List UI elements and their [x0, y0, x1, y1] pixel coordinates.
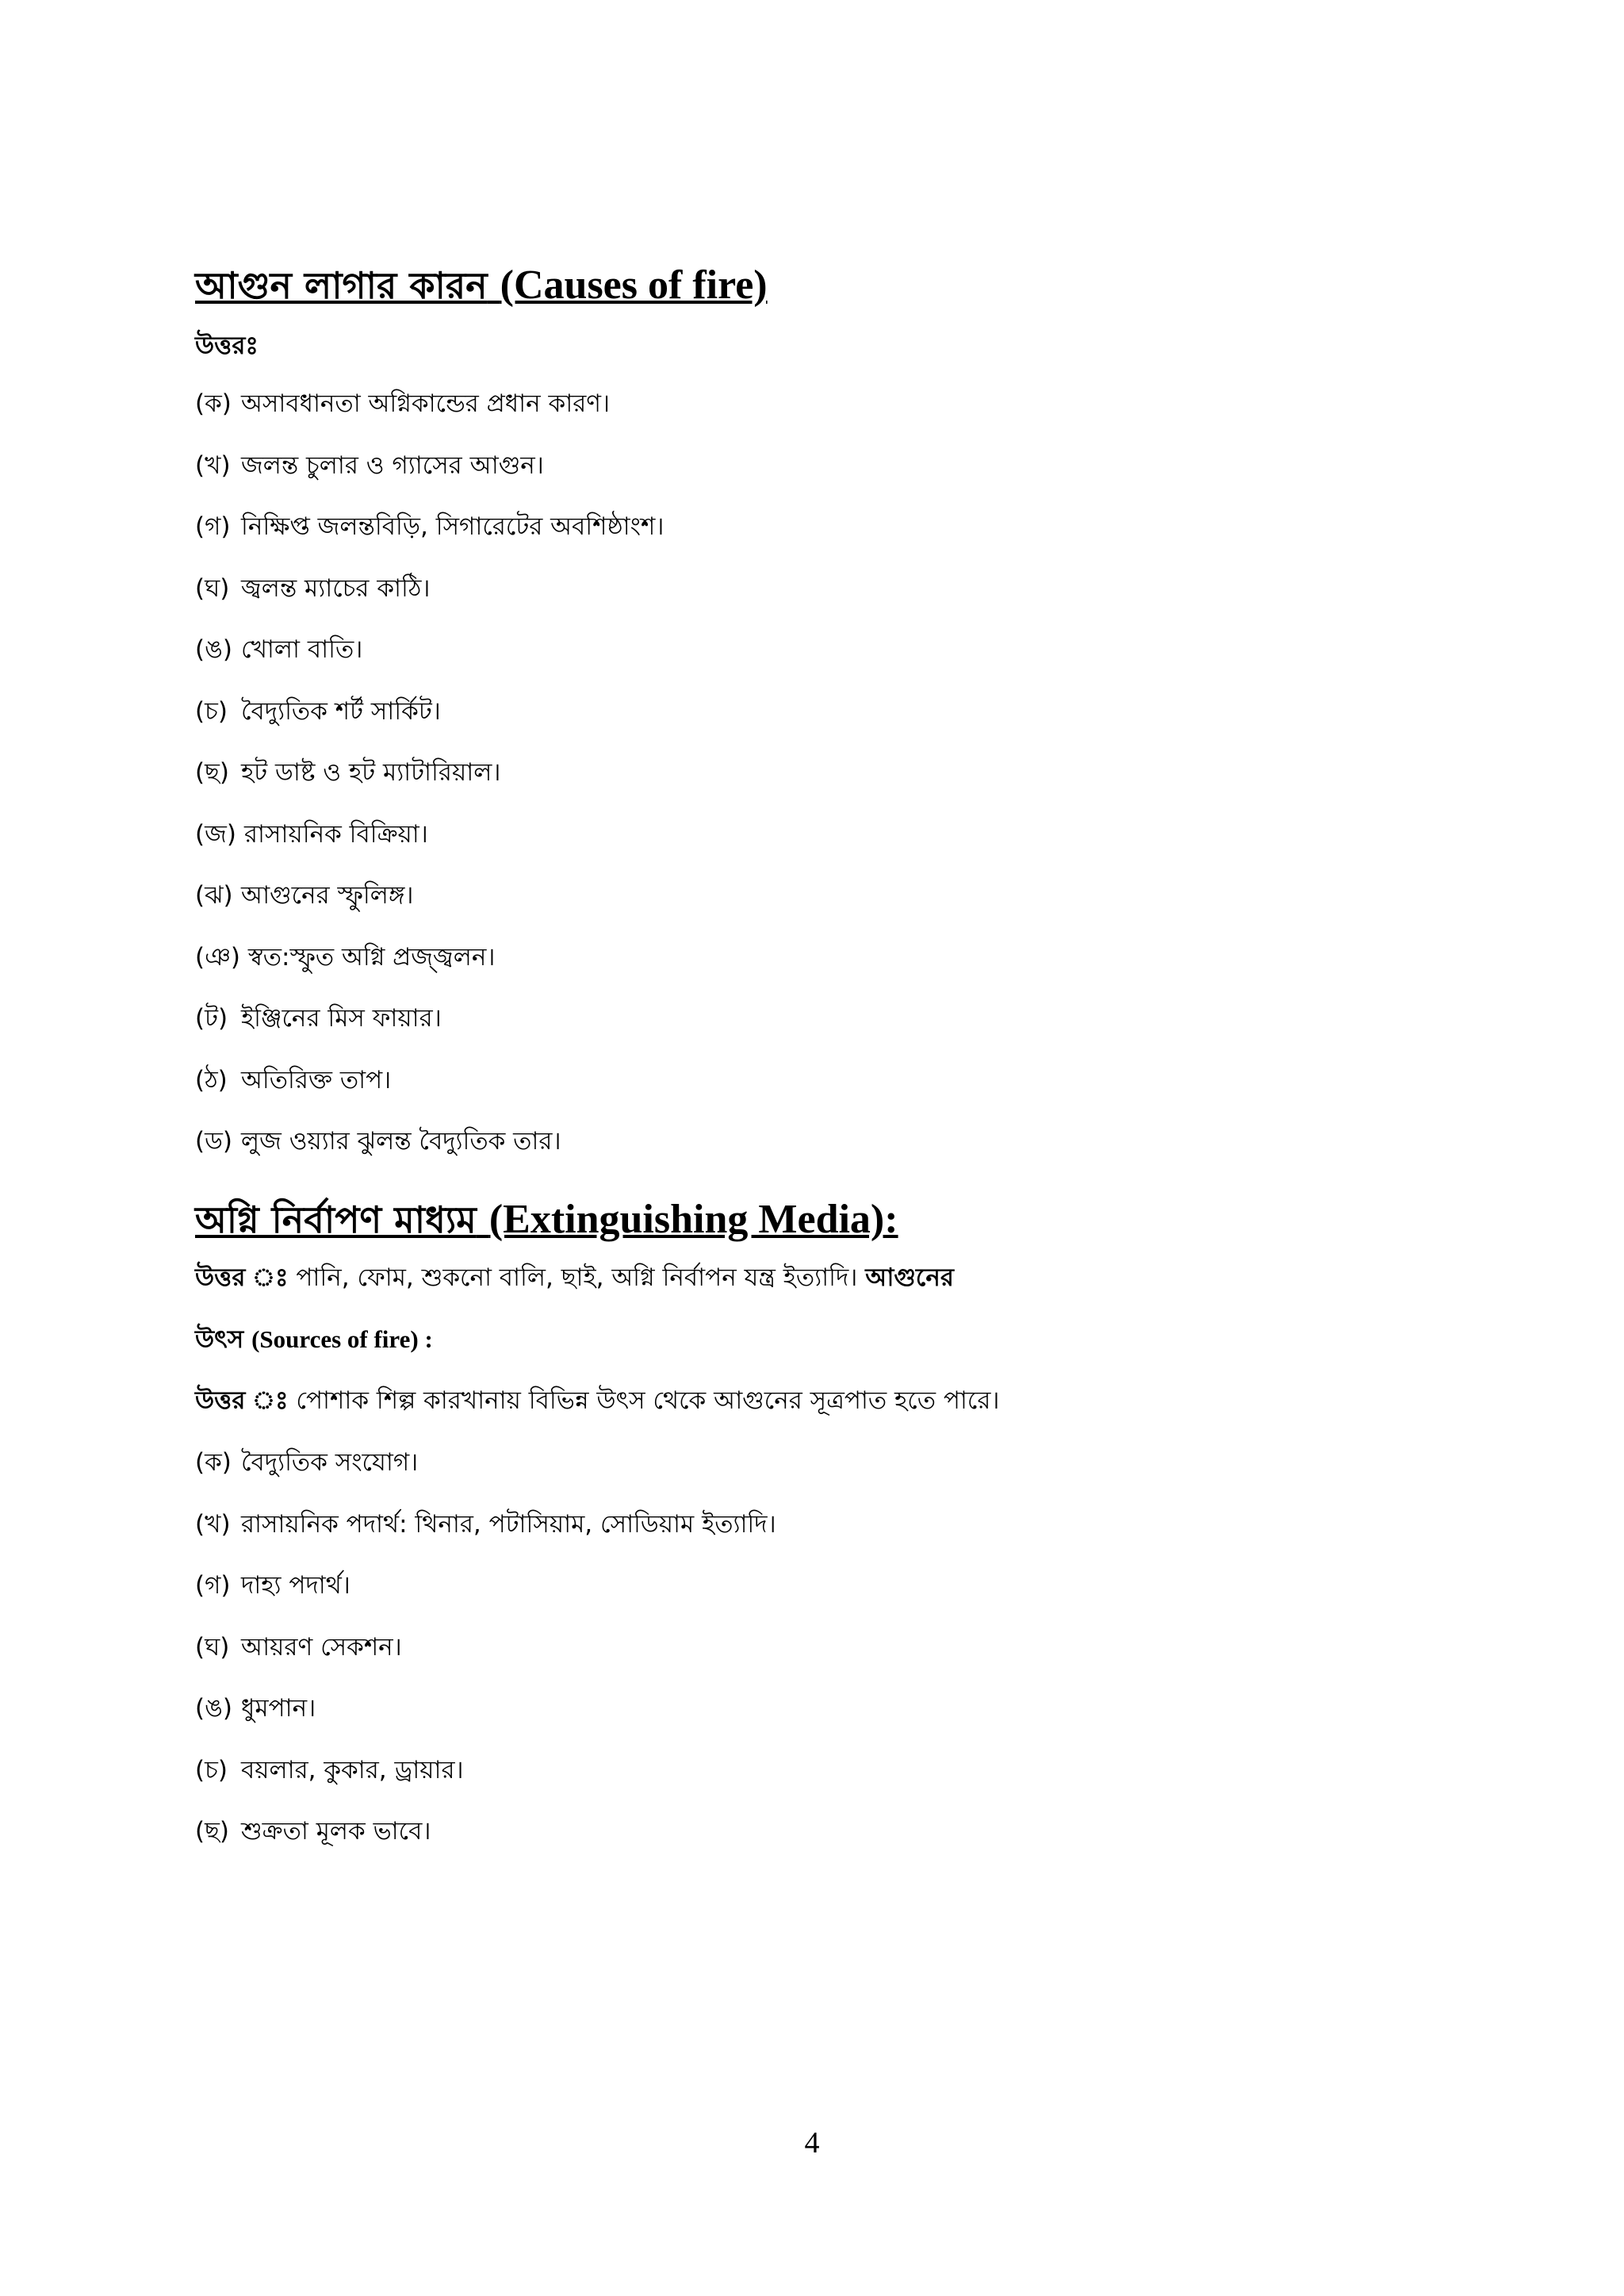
list-item-text: লুজ ওয়্যার ঝুলন্ত বৈদ্যুতিক তার। — [241, 1127, 561, 1156]
list-item-text: অসাবধানতা অগ্নিকান্ডের প্রধান কারণ। — [241, 389, 611, 418]
list-item-text: নিক্ষিপ্ত জলন্তবিড়ি, সিগারেটের অবশিষ্ঠাংশ। — [241, 512, 665, 541]
sources-heading-en: (Sources of fire) : — [251, 1325, 433, 1353]
list-item-text: আগুনের স্ফুলিঙ্গ। — [241, 881, 414, 910]
list-item-marker: (ক) — [195, 1448, 232, 1477]
list-item — [195, 879, 414, 912]
list-item — [195, 1125, 561, 1158]
list-item-marker: (ঘ) — [195, 573, 230, 603]
list-item-text: শুক্রতা মূলক ভাবে। — [241, 1817, 431, 1846]
list-item — [195, 1815, 431, 1848]
list-item-marker: (ক) — [195, 389, 232, 418]
list-item-text: আয়রণ সেকশন। — [241, 1632, 402, 1662]
list-item-text: বৈদ্যুতিক সংযোগ। — [241, 1448, 419, 1477]
list-item-marker: (ঙ) — [195, 1694, 232, 1723]
list-item-marker: (চ) — [195, 1755, 228, 1784]
list-item — [195, 387, 610, 420]
sources-answer-label: উত্তর ঃ — [195, 1386, 289, 1415]
list-item-marker: (গ) — [195, 512, 231, 541]
list-item — [195, 1631, 402, 1664]
list-item-marker: (ড) — [195, 1127, 233, 1156]
sources-heading — [195, 1323, 433, 1356]
causes-heading-en: (Causes of fire) — [500, 263, 768, 308]
page-number: 4 — [804, 2126, 820, 2160]
list-item-text: রাসায়নিক পদার্থ: থিনার, পটাসিয়াম, সোডিয়াম ইত্যাদি। — [241, 1509, 776, 1539]
list-item — [195, 695, 441, 728]
list-item — [195, 941, 495, 974]
sources-answer-text: পোশাক শিল্প কারখানায় বিভিন্ন উৎস থেকে আগুনের সূত্রপাত হতে পারে। — [296, 1386, 1000, 1415]
list-item — [195, 1064, 391, 1097]
list-item-marker: (খ) — [195, 450, 231, 480]
list-item-text: রাসায়নিক বিক্রিয়া। — [243, 819, 428, 849]
list-item — [195, 1754, 464, 1787]
list-item — [195, 1692, 316, 1725]
list-item-text: হট ডাষ্ট ও হট ম্যাটারিয়াল। — [241, 758, 501, 787]
list-item-text: অতিরিক্ত তাপ। — [241, 1065, 392, 1094]
list-item — [195, 633, 362, 666]
list-item-marker: (ঞ) — [195, 942, 240, 972]
media-answer — [195, 1261, 954, 1294]
list-item-marker: (চ) — [195, 696, 228, 726]
list-item — [195, 1446, 418, 1479]
media-trailing-word: আগুনের — [865, 1263, 954, 1292]
list-item-marker: (খ) — [195, 1509, 231, 1539]
list-item-text: জ্বলন্ত ম্যাচের কাঠি। — [241, 573, 431, 603]
list-item-marker: (ঠ) — [195, 1065, 228, 1094]
causes-answer-label: উত্তরঃ — [195, 332, 259, 360]
list-item — [195, 756, 500, 789]
media-answer-text: পানি, ফোম, শুকনো বালি, ছাই, অগ্নি নির্বাপন যন্ত্র ইত্যাদি। — [296, 1263, 858, 1292]
list-item-marker: (ছ) — [195, 1817, 229, 1846]
causes-heading-bn: আগুন লাগার কারন — [195, 264, 488, 307]
list-item — [195, 510, 664, 543]
sources-answer — [195, 1384, 999, 1417]
list-item — [195, 818, 428, 851]
media-heading — [195, 1196, 898, 1244]
media-answer-label: উত্তর ঃ — [195, 1263, 289, 1292]
media-heading-en: (Extinguishing Media): — [488, 1197, 898, 1242]
list-item-marker: (ঘ) — [195, 1632, 230, 1662]
list-item-marker: (ছ) — [195, 758, 229, 787]
list-item-text: ধুমপান। — [241, 1694, 316, 1723]
list-item-text: ইঞ্জিনের মিস ফায়ার। — [241, 1004, 442, 1033]
media-heading-bn: অগ্নি নির্বাপণ মাধ্যম — [195, 1198, 477, 1241]
list-item — [195, 1002, 442, 1035]
list-item — [195, 572, 431, 605]
list-item-text: খোলা বাতি। — [241, 635, 363, 664]
list-item — [195, 1508, 776, 1541]
list-item-text: স্বত:স্ফুত অগ্নি প্রজ্জ্বলন। — [247, 942, 496, 972]
list-item-marker: (গ) — [195, 1571, 231, 1600]
list-item — [195, 449, 544, 482]
list-item — [195, 1569, 350, 1602]
list-item-marker: (ট) — [195, 1004, 228, 1033]
list-item-marker: (ঙ) — [195, 635, 232, 664]
list-item-text: জলন্ত চুলার ও গ্যাসের আগুন। — [241, 450, 544, 480]
list-item-text: বয়লার, কুকার, ড্রায়ার। — [241, 1755, 464, 1784]
causes-heading — [195, 262, 768, 309]
sources-heading-bn: উৎস — [195, 1325, 244, 1354]
list-item-text: দাহ্য পদার্থ। — [241, 1571, 350, 1600]
list-item-marker: (জ) — [195, 819, 236, 849]
list-item-marker: (ঝ) — [195, 881, 233, 910]
list-item-text: বৈদ্যুতিক শর্ট সার্কিট। — [241, 696, 441, 726]
